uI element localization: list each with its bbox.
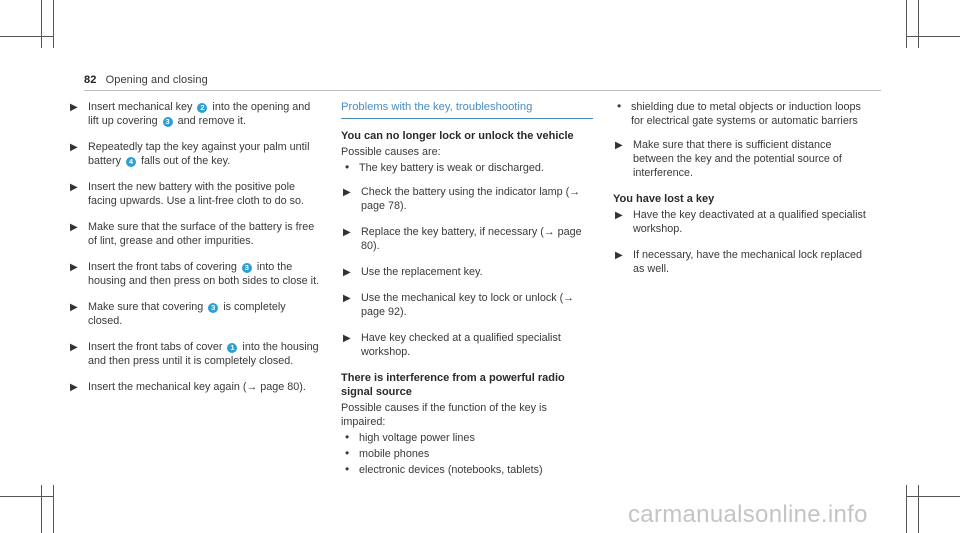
step-arrow-icon: ▶ (70, 102, 78, 113)
list-item (341, 161, 593, 175)
bullet-icon: • (345, 430, 350, 444)
text-run: into the opening and lift up covering (88, 101, 311, 127)
instruction-step (341, 185, 593, 213)
crop-mark (0, 496, 54, 497)
callout-number-badge: 3 (242, 263, 252, 273)
causes-intro: Possible causes are: (341, 146, 441, 158)
text-run: Use the replacement key. (361, 266, 483, 278)
steps-list (341, 185, 593, 359)
text-run: Have the key deactivated at a qualified specialist workshop. (633, 209, 866, 235)
text-run: Use the mechanical key to lock or unlock ( (361, 292, 564, 304)
page-reference-arrow-icon: → (563, 292, 575, 304)
text-run: Insert the front tabs of covering (88, 261, 240, 273)
step-arrow-icon: ▶ (615, 140, 623, 151)
page-number: 82 (84, 74, 97, 86)
step-arrow-icon: ▶ (343, 267, 351, 278)
text-run: Repeatedly tap the key against your palm until battery (88, 141, 310, 167)
step-arrow-icon: ▶ (70, 342, 78, 353)
subheading-lost-key: You have lost a key (613, 193, 715, 205)
text-run: and remove it. (174, 115, 247, 127)
steps-list (613, 208, 873, 276)
impaired-intro: Possible causes if the function of the key is impaired: (341, 402, 547, 428)
column-1 (68, 100, 320, 406)
list-item-text: mobile phones (359, 448, 430, 460)
text-run: Insert the front tabs of cover (88, 341, 226, 353)
step-arrow-icon: ▶ (343, 187, 351, 198)
list-item-text: electronic devices (notebooks, tablets) (359, 464, 543, 476)
callout-number-badge: 4 (126, 157, 136, 167)
section-title: Opening and closing (105, 74, 208, 86)
page-reference-arrow-icon: → (543, 226, 555, 238)
text-run: page 80). (257, 381, 306, 393)
crop-mark (53, 0, 54, 48)
callout-number-badge: 3 (208, 303, 218, 313)
crop-mark (918, 485, 919, 533)
header-divider (84, 90, 881, 91)
interference-sources-list (341, 431, 593, 477)
bullet-icon: • (345, 462, 350, 476)
step-arrow-icon: ▶ (615, 250, 623, 261)
interference-sources-list-cont (613, 100, 873, 128)
instruction-step (68, 220, 320, 248)
step-arrow-icon: ▶ (70, 302, 78, 313)
callout-number-badge: 2 (197, 103, 207, 113)
instruction-step (68, 300, 320, 328)
instruction-step (341, 265, 593, 279)
callout-number-badge: 1 (227, 343, 237, 353)
instruction-step (613, 138, 873, 180)
text-run: into the housing and then press until it is completely closed. (88, 341, 319, 367)
list-item (341, 447, 593, 461)
step-arrow-icon: ▶ (70, 382, 78, 393)
text-run: Make sure that the surface of the battery is free of lint, grease and other impurities. (88, 221, 315, 247)
list-item-text: The key battery is weak or discharged. (359, 162, 544, 174)
instruction-step (613, 208, 873, 236)
instruction-step (68, 180, 320, 208)
text-run: is completely closed. (88, 301, 286, 327)
causes-list (341, 161, 593, 175)
instruction-step (341, 225, 593, 253)
text-run: Have key checked at a qualified specialist workshop. (361, 332, 561, 358)
watermark: carmanualsonline.info (628, 501, 868, 528)
subheading-interference: There is interference from a powerful radio signal source (341, 372, 565, 398)
step-arrow-icon: ▶ (70, 262, 78, 273)
text-run: page 80). (361, 226, 582, 252)
crop-mark (0, 36, 54, 37)
list-item (341, 431, 593, 445)
list-item (613, 100, 873, 128)
list-item (341, 463, 593, 477)
text-run: Check the battery using the indicator lamp ( (361, 186, 570, 198)
step-arrow-icon: ▶ (70, 182, 78, 193)
instruction-step (68, 100, 320, 128)
list-item-text: shielding due to metal objects or induction loops for electrical gate systems or automatic barriers (631, 101, 861, 127)
text-run: Insert the mechanical key again ( (88, 381, 247, 393)
instruction-step (68, 140, 320, 168)
instruction-step (68, 340, 320, 368)
section-heading: Problems with the key, troubleshooting (341, 100, 593, 119)
step-arrow-icon: ▶ (343, 293, 351, 304)
text-run: Insert mechanical key (88, 101, 196, 113)
bullet-icon: • (617, 99, 622, 113)
crop-mark (41, 485, 42, 533)
text-run: If necessary, have the mechanical lock replaced as well. (633, 249, 863, 275)
callout-number-badge: 3 (163, 117, 173, 127)
step-arrow-icon: ▶ (343, 333, 351, 344)
page-reference-arrow-icon: → (246, 381, 258, 393)
crop-mark (906, 485, 907, 533)
list-item-text: high voltage power lines (359, 432, 475, 444)
page-header (84, 74, 208, 86)
column-3 (613, 100, 873, 288)
text-run: into the housing and then press on both sides to close it. (88, 261, 320, 287)
bullet-icon: • (345, 160, 350, 174)
crop-mark (906, 36, 960, 37)
steps-list (613, 138, 873, 180)
instruction-step (68, 380, 320, 394)
crop-mark (906, 496, 960, 497)
page-reference-arrow-icon: → (569, 186, 581, 198)
instruction-step (613, 248, 873, 276)
step-arrow-icon: ▶ (343, 227, 351, 238)
text-run: Insert the new battery with the positive pole facing upwards. Use a lint-free cloth to do so. (88, 181, 305, 207)
steps-list (68, 100, 320, 394)
text-run: Make sure that covering (88, 301, 207, 313)
crop-mark (41, 0, 42, 48)
text-run: page 92). (361, 306, 407, 318)
text-run: page 78). (361, 200, 407, 212)
column-2 (341, 100, 593, 479)
crop-mark (918, 0, 919, 48)
instruction-step (341, 331, 593, 359)
step-arrow-icon: ▶ (615, 210, 623, 221)
subheading-lock-unlock: You can no longer lock or unlock the vehicle (341, 130, 574, 142)
step-arrow-icon: ▶ (70, 222, 78, 233)
text-run: falls out of the key. (138, 155, 231, 167)
step-arrow-icon: ▶ (70, 142, 78, 153)
instruction-step (68, 260, 320, 288)
text-run: Replace the key battery, if necessary ( (361, 226, 544, 238)
crop-mark (906, 0, 907, 48)
crop-mark (53, 485, 54, 533)
instruction-step (341, 291, 593, 319)
text-run: Make sure that there is sufficient distance between the key and the potential source of interference. (633, 139, 842, 179)
bullet-icon: • (345, 446, 350, 460)
